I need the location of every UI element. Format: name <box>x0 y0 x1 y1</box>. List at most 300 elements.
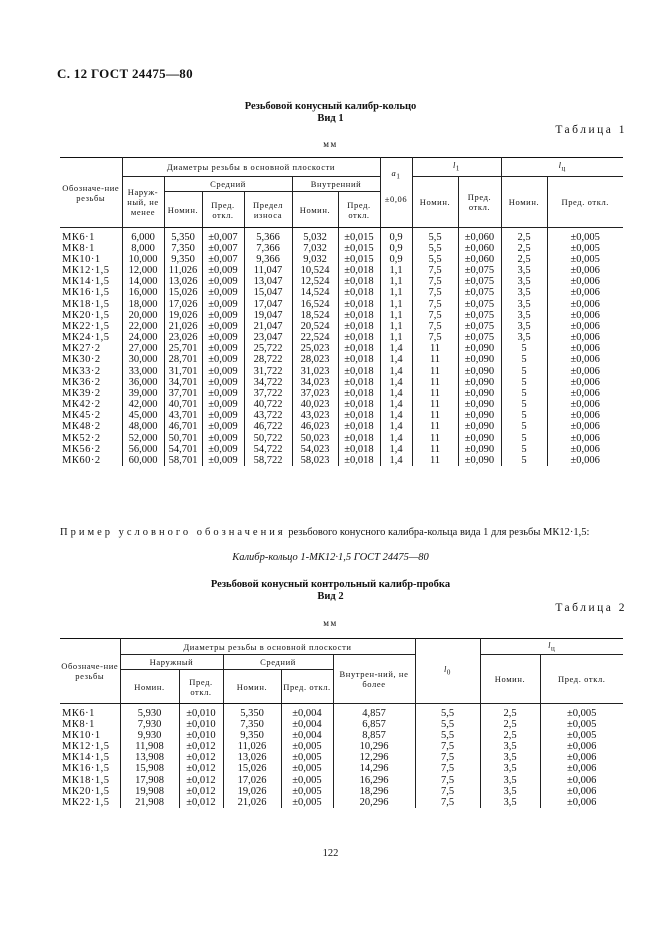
value-cell: ±0,006 <box>547 410 623 421</box>
value-cell: 7,350 <box>164 243 202 254</box>
value-cell: 54,701 <box>164 444 202 455</box>
value-cell: ±0,010 <box>179 704 223 720</box>
value-cell: ±0,006 <box>547 444 623 455</box>
value-cell: ±0,005 <box>547 243 623 254</box>
designation-cell: МК16·1,5 <box>62 763 110 774</box>
value-cell: 5 <box>501 455 547 466</box>
value-cell: 28,722 <box>244 354 292 365</box>
value-cell: 20,000 <box>122 310 164 321</box>
value-cell: 50,722 <box>244 432 292 444</box>
designation-cell: МК27·2 <box>62 343 101 354</box>
value-cell: 5 <box>501 399 547 410</box>
table1-units: мм <box>323 139 338 149</box>
value-cell: 31,722 <box>244 365 292 377</box>
value-cell: ±0,090 <box>458 365 501 377</box>
value-cell: ±0,009 <box>202 354 244 365</box>
value-cell: ±0,060 <box>458 228 501 244</box>
value-cell: 11 <box>412 343 458 354</box>
value-cell: ±0,090 <box>458 455 501 466</box>
value-cell: 58,023 <box>292 455 338 466</box>
value-cell: ±0,006 <box>540 741 623 752</box>
value-cell: ±0,006 <box>547 455 623 466</box>
value-cell: ±0,018 <box>338 354 380 365</box>
table-row <box>60 786 623 797</box>
value-cell: ±0,004 <box>281 719 333 730</box>
value-cell: ±0,005 <box>281 797 333 808</box>
value-cell: 23,047 <box>244 332 292 343</box>
value-cell: 1,4 <box>380 410 412 421</box>
table-row <box>60 388 623 399</box>
value-cell: 1,4 <box>380 377 412 388</box>
designation-cell: МК20·1,5 <box>62 310 110 321</box>
section2-subtitle: Вид 2 <box>317 591 344 602</box>
value-cell: ±0,090 <box>458 343 501 354</box>
value-cell: 7,5 <box>415 786 480 797</box>
value-cell: ±0,015 <box>338 243 380 254</box>
value-cell: 30,000 <box>122 354 164 365</box>
t2-head-l0: $l_0$ <box>415 639 480 704</box>
value-cell: ±0,006 <box>547 432 623 444</box>
value-cell: ±0,006 <box>547 354 623 365</box>
value-cell: ±0,018 <box>338 298 380 310</box>
value-cell: 1,1 <box>380 265 412 276</box>
value-cell: ±0,009 <box>202 410 244 421</box>
value-cell: 1,1 <box>380 310 412 321</box>
value-cell: ±0,005 <box>281 774 333 786</box>
value-cell: 0,9 <box>380 228 412 244</box>
t2-head-outer-nom: Номин. <box>120 670 179 704</box>
value-cell: 2,5 <box>501 254 547 265</box>
table-row <box>60 265 623 276</box>
designation-cell: МК8·1 <box>62 719 95 730</box>
value-cell: ±0,018 <box>338 377 380 388</box>
value-cell: 9,032 <box>292 254 338 265</box>
value-cell: 1,4 <box>380 444 412 455</box>
value-cell: 1,4 <box>380 365 412 377</box>
designation-cell: МК42·2 <box>62 399 101 410</box>
value-cell: ±0,007 <box>202 243 244 254</box>
value-cell: 14,296 <box>333 763 415 774</box>
t1-head-middle-wear: Предел износа <box>244 192 292 228</box>
table-row <box>60 455 623 466</box>
value-cell: 5,5 <box>415 704 480 720</box>
t1-head-outer: Наруж-ный, не менее <box>122 177 164 228</box>
value-cell: ±0,009 <box>202 298 244 310</box>
table-row <box>60 719 623 730</box>
t1-head-designation: Обозначе-ние резьбы <box>60 158 122 228</box>
value-cell: 45,000 <box>122 410 164 421</box>
value-cell: ±0,012 <box>179 786 223 797</box>
value-cell: 2,5 <box>501 243 547 254</box>
t2-head-outer: Наружный <box>120 655 223 670</box>
value-cell: 19,026 <box>164 310 202 321</box>
value-cell: 3,5 <box>480 752 540 763</box>
value-cell: 3,5 <box>480 797 540 808</box>
value-cell: 1,4 <box>380 421 412 432</box>
value-cell: 19,908 <box>120 786 179 797</box>
value-cell: 11,047 <box>244 265 292 276</box>
value-cell: 9,350 <box>223 730 281 741</box>
value-cell: ±0,005 <box>281 741 333 752</box>
value-cell: 13,026 <box>223 752 281 763</box>
t1-head-middle-nom: Номин. <box>164 192 202 228</box>
value-cell: ±0,005 <box>281 786 333 797</box>
value-cell: ±0,005 <box>547 228 623 244</box>
value-cell: 34,023 <box>292 377 338 388</box>
page-number: 122 <box>322 848 339 859</box>
value-cell: ±0,009 <box>202 321 244 332</box>
value-cell: 31,023 <box>292 365 338 377</box>
designation-cell: МК8·1 <box>62 243 95 254</box>
value-cell: 2,5 <box>480 719 540 730</box>
value-cell: 46,701 <box>164 421 202 432</box>
value-cell: ±0,009 <box>202 399 244 410</box>
designation-cell: МК33·2 <box>62 365 101 377</box>
value-cell: 10,296 <box>333 741 415 752</box>
value-cell: ±0,018 <box>338 287 380 298</box>
designation-cell: МК60·2 <box>62 455 101 466</box>
t2-head-middle-nom: Номин. <box>223 670 281 704</box>
value-cell: ±0,075 <box>458 287 501 298</box>
designation-cell: МК39·2 <box>62 388 101 399</box>
t1-head-inner-dev: Пред. откл. <box>338 192 380 228</box>
t1-head-inner-nom: Номин. <box>292 192 338 228</box>
value-cell: 7,5 <box>412 332 458 343</box>
value-cell: 15,026 <box>164 287 202 298</box>
value-cell: 3,5 <box>501 332 547 343</box>
value-cell: ±0,009 <box>202 343 244 354</box>
value-cell: ±0,075 <box>458 276 501 287</box>
designation-cell: МК10·1 <box>62 730 101 741</box>
value-cell: ±0,006 <box>547 321 623 332</box>
value-cell: ±0,015 <box>338 228 380 244</box>
value-cell: 11,026 <box>223 741 281 752</box>
value-cell: ±0,075 <box>458 298 501 310</box>
value-cell: ±0,005 <box>540 704 623 720</box>
designation-cell: МК36·2 <box>62 377 101 388</box>
value-cell: ±0,007 <box>202 228 244 244</box>
value-cell: 5 <box>501 377 547 388</box>
value-cell: 34,701 <box>164 377 202 388</box>
value-cell: 17,908 <box>120 774 179 786</box>
value-cell: 11 <box>412 410 458 421</box>
value-cell: 31,701 <box>164 365 202 377</box>
value-cell: 5 <box>501 343 547 354</box>
value-cell: 11 <box>412 432 458 444</box>
value-cell: ±0,075 <box>458 265 501 276</box>
value-cell: ±0,018 <box>338 432 380 444</box>
value-cell: ±0,009 <box>202 388 244 399</box>
value-cell: 28,023 <box>292 354 338 365</box>
value-cell: 7,5 <box>415 741 480 752</box>
value-cell: 27,000 <box>122 343 164 354</box>
value-cell: 11,908 <box>120 741 179 752</box>
value-cell: 11 <box>412 399 458 410</box>
value-cell: ±0,006 <box>547 310 623 321</box>
value-cell: 12,524 <box>292 276 338 287</box>
value-cell: 9,366 <box>244 254 292 265</box>
value-cell: 7,5 <box>415 752 480 763</box>
value-cell: ±0,006 <box>547 276 623 287</box>
value-cell: 0,9 <box>380 243 412 254</box>
t1-head-l1-nom: Номин. <box>412 177 458 228</box>
designation-cell: МК14·1,5 <box>62 752 110 763</box>
value-cell: 7,032 <box>292 243 338 254</box>
value-cell: 11 <box>412 354 458 365</box>
value-cell: 17,026 <box>223 774 281 786</box>
table-row <box>60 797 623 808</box>
value-cell: ±0,090 <box>458 432 501 444</box>
value-cell: 13,908 <box>120 752 179 763</box>
value-cell: ±0,009 <box>202 265 244 276</box>
value-cell: 1,1 <box>380 321 412 332</box>
value-cell: ±0,006 <box>547 377 623 388</box>
value-cell: 7,5 <box>415 763 480 774</box>
value-cell: ±0,006 <box>547 399 623 410</box>
value-cell: ±0,006 <box>540 797 623 808</box>
value-cell: 18,524 <box>292 310 338 321</box>
designation-cell: МК16·1,5 <box>62 287 110 298</box>
value-cell: 2,5 <box>480 730 540 741</box>
designation-cell: МК18·1,5 <box>62 298 110 310</box>
value-cell: 40,023 <box>292 399 338 410</box>
value-cell: 58,701 <box>164 455 202 466</box>
table-row <box>60 763 623 774</box>
value-cell: 1,4 <box>380 343 412 354</box>
value-cell: 34,722 <box>244 377 292 388</box>
value-cell: 8,000 <box>122 243 164 254</box>
value-cell: 46,722 <box>244 421 292 432</box>
table-row <box>60 365 623 377</box>
value-cell: ±0,009 <box>202 444 244 455</box>
value-cell: 7,5 <box>412 321 458 332</box>
value-cell: 58,722 <box>244 455 292 466</box>
value-cell: ±0,006 <box>540 763 623 774</box>
value-cell: 1,1 <box>380 276 412 287</box>
value-cell: 50,023 <box>292 432 338 444</box>
designation-cell: МК52·2 <box>62 432 101 444</box>
value-cell: 40,701 <box>164 399 202 410</box>
value-cell: ±0,009 <box>202 377 244 388</box>
value-cell: 5,930 <box>120 704 179 720</box>
value-cell: 5 <box>501 388 547 399</box>
value-cell: 48,000 <box>122 421 164 432</box>
value-cell: 5 <box>501 354 547 365</box>
value-cell: 37,701 <box>164 388 202 399</box>
value-cell: ±0,006 <box>547 421 623 432</box>
designation-cell: МК30·2 <box>62 354 101 365</box>
designation-cell: МК10·1 <box>62 254 101 265</box>
value-cell: ±0,075 <box>458 332 501 343</box>
value-cell: ±0,006 <box>547 298 623 310</box>
designation-cell: МК18·1,5 <box>62 774 110 786</box>
value-cell: 5 <box>501 410 547 421</box>
table-row <box>60 228 623 244</box>
table-row <box>60 432 623 444</box>
value-cell: ±0,090 <box>458 399 501 410</box>
value-cell: 3,5 <box>501 298 547 310</box>
value-cell: 20,296 <box>333 797 415 808</box>
value-cell: 5,350 <box>164 228 202 244</box>
value-cell: 5,032 <box>292 228 338 244</box>
value-cell: 5 <box>501 365 547 377</box>
value-cell: ±0,006 <box>547 388 623 399</box>
note-lead: Пример условного обозначения <box>60 527 286 538</box>
value-cell: ±0,090 <box>458 388 501 399</box>
value-cell: 13,047 <box>244 276 292 287</box>
value-cell: ±0,012 <box>179 741 223 752</box>
t1-head-l1: $l_1$ <box>412 158 501 177</box>
value-cell: ±0,010 <box>179 730 223 741</box>
value-cell: 6,000 <box>122 228 164 244</box>
value-cell: ±0,018 <box>338 265 380 276</box>
value-cell: 7,5 <box>412 265 458 276</box>
value-cell: ±0,075 <box>458 310 501 321</box>
value-cell: ±0,018 <box>338 444 380 455</box>
value-cell: 7,350 <box>223 719 281 730</box>
value-cell: ±0,009 <box>202 276 244 287</box>
value-cell: 21,026 <box>164 321 202 332</box>
value-cell: 24,000 <box>122 332 164 343</box>
value-cell: 54,023 <box>292 444 338 455</box>
value-cell: 18,000 <box>122 298 164 310</box>
value-cell: 5 <box>501 421 547 432</box>
value-cell: 25,023 <box>292 343 338 354</box>
value-cell: ±0,018 <box>338 410 380 421</box>
value-cell: ±0,010 <box>179 719 223 730</box>
value-cell: ±0,012 <box>179 763 223 774</box>
value-cell: ±0,090 <box>458 354 501 365</box>
value-cell: ±0,006 <box>547 365 623 377</box>
value-cell: 11 <box>412 444 458 455</box>
table-row <box>60 730 623 741</box>
value-cell: 3,5 <box>501 265 547 276</box>
page-header: С. 12 ГОСТ 24475—80 <box>57 66 193 81</box>
value-cell: 8,857 <box>333 730 415 741</box>
value-cell: 50,701 <box>164 432 202 444</box>
value-cell: ±0,009 <box>202 365 244 377</box>
t1-head-inner: Внутренний <box>292 177 380 192</box>
value-cell: 5,5 <box>415 730 480 741</box>
value-cell: 3,5 <box>501 287 547 298</box>
value-cell: ±0,018 <box>338 310 380 321</box>
value-cell: 43,023 <box>292 410 338 421</box>
value-cell: 1,4 <box>380 388 412 399</box>
value-cell: 11 <box>412 421 458 432</box>
value-cell: 42,000 <box>122 399 164 410</box>
value-cell: ±0,009 <box>202 332 244 343</box>
value-cell: ±0,018 <box>338 455 380 466</box>
table-row <box>60 343 623 354</box>
value-cell: 43,722 <box>244 410 292 421</box>
value-cell: 25,722 <box>244 343 292 354</box>
section1-subtitle: Вид 1 <box>317 113 344 124</box>
value-cell: 21,026 <box>223 797 281 808</box>
value-cell: 5,350 <box>223 704 281 720</box>
value-cell: ±0,006 <box>547 287 623 298</box>
table1 <box>60 157 623 466</box>
value-cell: 6,857 <box>333 719 415 730</box>
value-cell: 22,000 <box>122 321 164 332</box>
value-cell: 5,5 <box>412 243 458 254</box>
table-row <box>60 321 623 332</box>
value-cell: 22,524 <box>292 332 338 343</box>
t1-head-lc-dev: Пред. откл. <box>547 177 623 228</box>
value-cell: 15,047 <box>244 287 292 298</box>
value-cell: 39,000 <box>122 388 164 399</box>
table-row <box>60 243 623 254</box>
value-cell: 18,296 <box>333 786 415 797</box>
value-cell: 11 <box>412 377 458 388</box>
table-row <box>60 276 623 287</box>
value-cell: ±0,018 <box>338 365 380 377</box>
value-cell: 12,296 <box>333 752 415 763</box>
table-row <box>60 332 623 343</box>
value-cell: 9,350 <box>164 254 202 265</box>
value-cell: 5,5 <box>412 228 458 244</box>
value-cell: ±0,009 <box>202 310 244 321</box>
value-cell: ±0,006 <box>540 786 623 797</box>
value-cell: 7,366 <box>244 243 292 254</box>
value-cell: 11 <box>412 455 458 466</box>
value-cell: ±0,060 <box>458 254 501 265</box>
value-cell: 14,000 <box>122 276 164 287</box>
value-cell: ±0,005 <box>540 719 623 730</box>
value-cell: ±0,006 <box>547 265 623 276</box>
value-cell: 19,047 <box>244 310 292 321</box>
value-cell: 46,023 <box>292 421 338 432</box>
value-cell: 0,9 <box>380 254 412 265</box>
table-row <box>60 741 623 752</box>
designation-cell: МК56·2 <box>62 444 101 455</box>
table-row <box>60 704 623 720</box>
value-cell: ±0,009 <box>202 432 244 444</box>
value-cell: 20,524 <box>292 321 338 332</box>
table-row <box>60 254 623 265</box>
designation-cell: МК6·1 <box>62 232 95 243</box>
value-cell: 37,023 <box>292 388 338 399</box>
value-cell: ±0,018 <box>338 388 380 399</box>
table-row <box>60 298 623 310</box>
value-cell: 2,5 <box>501 228 547 244</box>
value-cell: ±0,012 <box>179 752 223 763</box>
value-cell: 16,524 <box>292 298 338 310</box>
value-cell: ±0,018 <box>338 276 380 287</box>
value-cell: 5 <box>501 432 547 444</box>
value-cell: 7,5 <box>412 298 458 310</box>
value-cell: ±0,006 <box>547 332 623 343</box>
t1-head-lc-nom: Номин. <box>501 177 547 228</box>
value-cell: 23,026 <box>164 332 202 343</box>
value-cell: 56,000 <box>122 444 164 455</box>
designation-cell: МК20·1,5 <box>62 786 110 797</box>
value-cell: ±0,090 <box>458 410 501 421</box>
value-cell: 37,722 <box>244 388 292 399</box>
value-cell: 16,000 <box>122 287 164 298</box>
value-cell: 33,000 <box>122 365 164 377</box>
t2-head-lc-nom: Номин. <box>480 655 540 704</box>
value-cell: 1,4 <box>380 354 412 365</box>
designation-example: Калибр-кольцо 1-МК12·1,5 ГОСТ 24475—80 <box>232 552 429 563</box>
value-cell: 11 <box>412 365 458 377</box>
value-cell: ±0,009 <box>202 421 244 432</box>
value-cell: ±0,018 <box>338 343 380 354</box>
t2-head-diameters: Диаметры резьбы в основной плоскости <box>120 639 415 655</box>
t1-head-a1: $a_1$ <box>380 158 412 192</box>
value-cell: ±0,005 <box>540 730 623 741</box>
table-row <box>60 444 623 455</box>
value-cell: ±0,012 <box>179 797 223 808</box>
